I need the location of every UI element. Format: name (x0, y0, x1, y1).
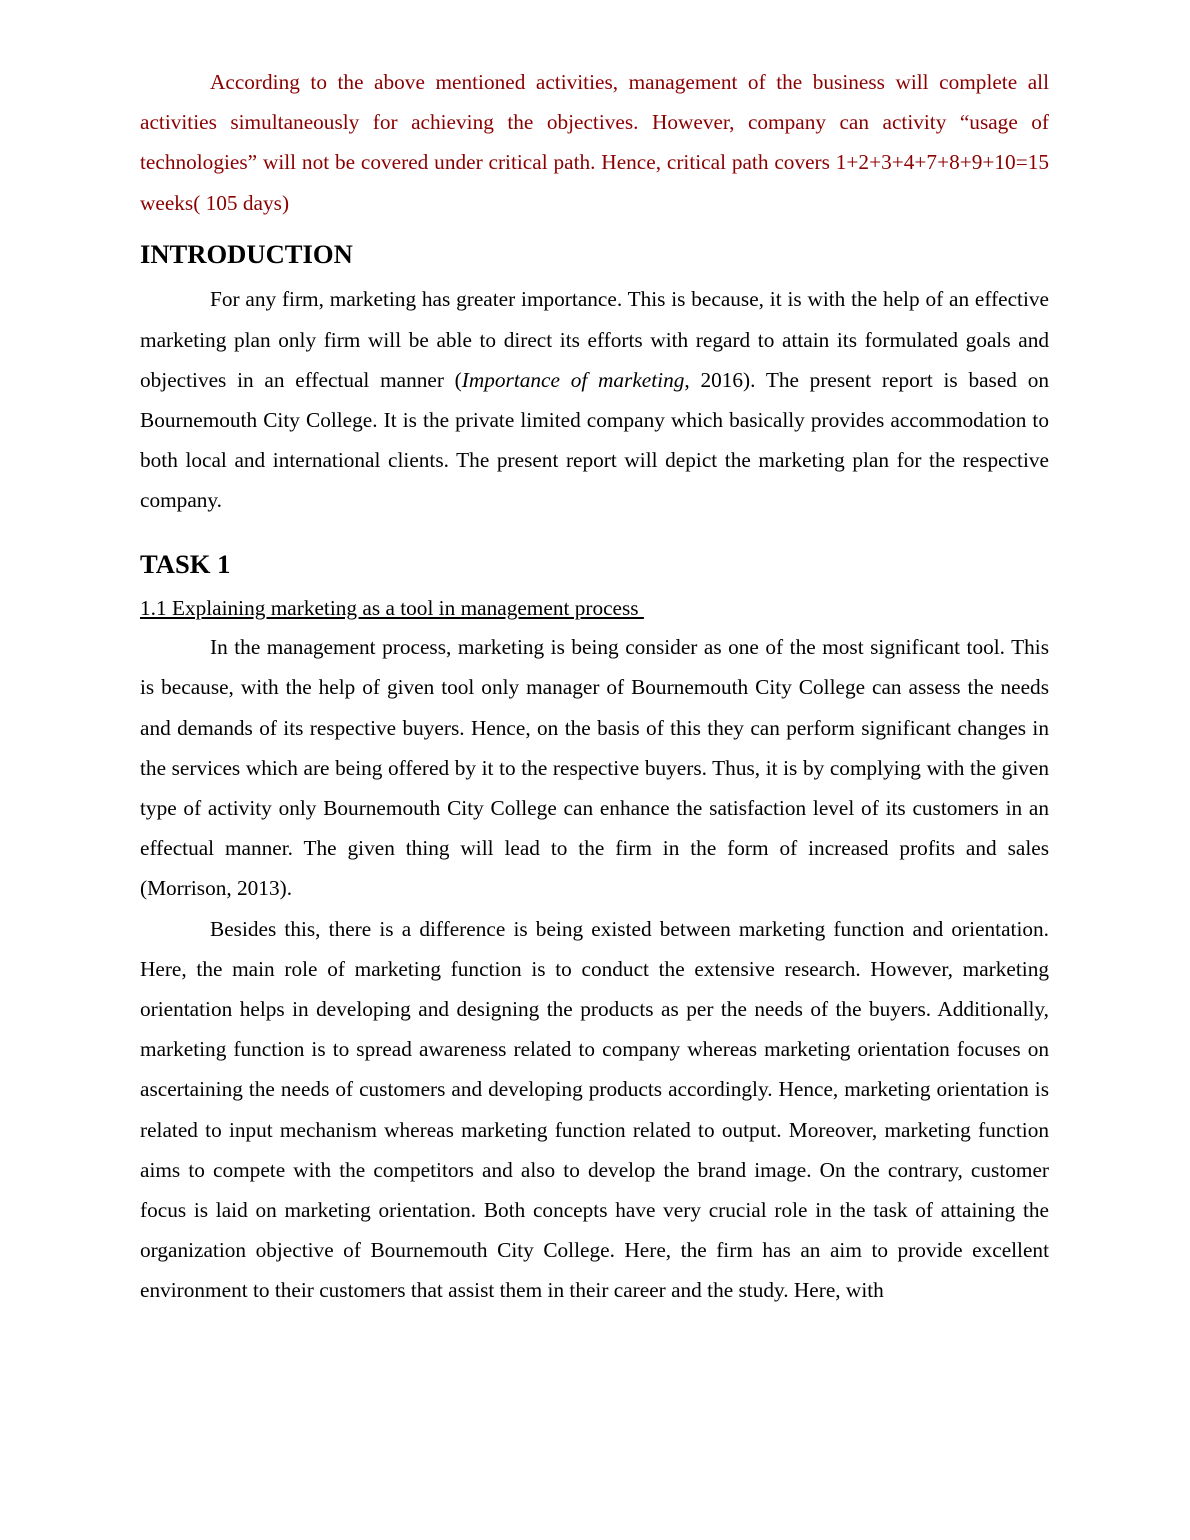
section-1-1-subheading: 1.1 Explaining marketing as a tool in management process (140, 596, 644, 621)
introduction-text-part2: , 2016). The present report is based on Bournemouth City College. It is the private limited company which basically provides accommodation to both local and international clients. The present report will depict the marketing plan for the respective company. (140, 367, 1049, 513)
introduction-text-part1: For any firm, marketing has greater importance. This is because, it is with the help of an effective marketing plan only firm will be able to direct its efforts with regard to attain its formulated goals and objectives in an effectual manner ( (140, 287, 1049, 392)
introduction-paragraph (140, 279, 1049, 520)
body-paragraph-2: Besides this, there is a difference is being existed between marketing function and orientation. Here, the main role of marketing function is to conduct the extensive research. However, marketing orientation helps in developing and designing the products as per the needs of the buyers. Additionally, marketing function is to spread awareness related to company whereas marketing orientation focuses on ascertaining the needs of customers and developing products accordingly. Hence, marketing orientation is related to input mechanism whereas marketing function related to output. Moreover, marketing function aims to compete with the competitors and also to develop the brand image. On the contrary, customer focus is laid on marketing orientation. Both concepts have very crucial role in the task of attaining the organization objective of Bournemouth City College. Here, the firm has an aim to provide excellent environment to their customers that assist them in their career and the study. Here, with (140, 916, 1049, 1303)
critical-path-paragraph: According to the above mentioned activities, management of the business will complete all activities simultaneously for achieving the objectives. However, company can activity “usage of technologies” will not be covered under critical path. Hence, critical path covers 1+2+3+4+7+8+9+10=15 weeks( 105 days) (140, 70, 1049, 215)
document-page (140, 62, 1049, 1311)
citation-italic: Importance of marketing (461, 367, 685, 392)
introduction-heading: INTRODUCTION (140, 238, 353, 269)
body-paragraph-1: In the management process, marketing is being consider as one of the most significant tool. This is because, with the help of given tool only manager of Bournemouth City College can assess the needs and demands of its respective buyers. Hence, on the basis of this they can perform significant changes in the services which are being offered by it to the respective buyers. Thus, it is by complying with the given type of activity only Bournemouth City College can enhance the satisfaction level of its customers in an effectual manner. The given thing will lead to the firm in the form of increased profits and sales (Morrison, 2013). (140, 635, 1049, 901)
task-1-heading: TASK 1 (140, 548, 231, 579)
